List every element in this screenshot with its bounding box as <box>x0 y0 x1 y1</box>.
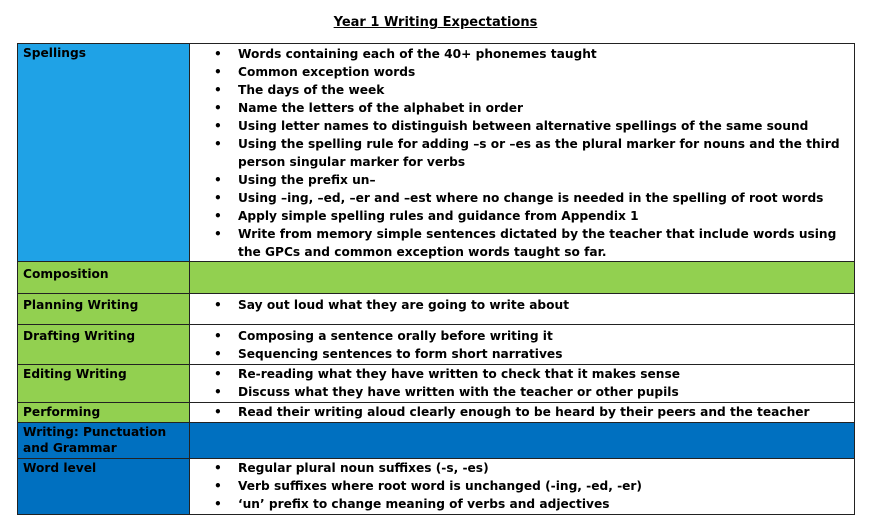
table-row-editing <box>18 365 855 403</box>
bullet-list <box>214 45 848 261</box>
table-row-composition <box>18 262 855 294</box>
list-item: • Words containing each of the 40+ phonemes taught <box>214 45 848 63</box>
row-label: Drafting Writing <box>18 325 190 365</box>
list-item: • Re-reading what they have written to check that it makes sense <box>214 366 848 384</box>
list-item: • The days of the week <box>214 81 848 99</box>
list-item: • Regular plural noun suffixes (-s, -es) <box>214 460 848 478</box>
list-item: • ‘un’ prefix to change meaning of verbs and adjectives <box>214 496 848 514</box>
row-label: Composition <box>18 262 190 294</box>
list-item: • Read their writing aloud clearly enough to be heard by their peers and the teacher <box>214 404 848 422</box>
list-item: • Write from memory simple sentences dictated by the teacher that include words using the GPCs and common exception words taught so far. <box>214 225 848 261</box>
row-label: Planning Writing <box>18 294 190 325</box>
bullet-list <box>214 404 848 422</box>
row-label: Word level <box>18 458 190 514</box>
list-item: • Using –ing, –ed, –er and –est where no change is needed in the spelling of root words <box>214 189 848 207</box>
list-item: • Discuss what they have written with the teacher or other pupils <box>214 384 848 402</box>
table-row-spellings <box>18 44 855 262</box>
row-content <box>190 422 855 458</box>
list-item: • Using the spelling rule for adding –s or –es as the plural marker for nouns and the third person singular marker for verbs <box>214 135 848 171</box>
row-content <box>190 294 855 325</box>
bullet-list <box>214 297 848 315</box>
table-row-word-level <box>18 458 855 514</box>
table-row-punctuation-grammar <box>18 422 855 458</box>
row-content <box>190 44 855 262</box>
list-item: • Apply simple spelling rules and guidance from Appendix 1 <box>214 207 848 225</box>
row-content <box>190 262 855 294</box>
list-item: • Say out loud what they are going to write about <box>214 297 848 315</box>
table-row-planning <box>18 294 855 325</box>
list-item: • Using the prefix un– <box>214 171 848 189</box>
list-item: • Composing a sentence orally before writing it <box>214 328 848 346</box>
row-content <box>190 458 855 514</box>
row-label: Writing: Punctuation and Grammar <box>18 422 190 458</box>
document-title: Year 1 Writing Expectations <box>333 15 538 30</box>
bullet-list <box>214 328 848 364</box>
row-label: Spellings <box>18 44 190 262</box>
bullet-list <box>214 366 848 402</box>
row-label: Performing <box>18 402 190 422</box>
row-content <box>190 402 855 422</box>
table-row-drafting <box>18 325 855 365</box>
row-content <box>190 325 855 365</box>
list-item: • Name the letters of the alphabet in order <box>214 99 848 117</box>
row-content <box>190 365 855 403</box>
list-item: • Common exception words <box>214 63 848 81</box>
table-row-performing <box>18 402 855 422</box>
list-item: • Sequencing sentences to form short narratives <box>214 346 848 364</box>
list-item: • Verb suffixes where root word is unchanged (-ing, -ed, -er) <box>214 478 848 496</box>
list-item: • Using letter names to distinguish between alternative spellings of the same sound <box>214 117 848 135</box>
expectations-table <box>17 43 855 515</box>
bullet-list <box>214 460 848 514</box>
row-label: Editing Writing <box>18 365 190 403</box>
